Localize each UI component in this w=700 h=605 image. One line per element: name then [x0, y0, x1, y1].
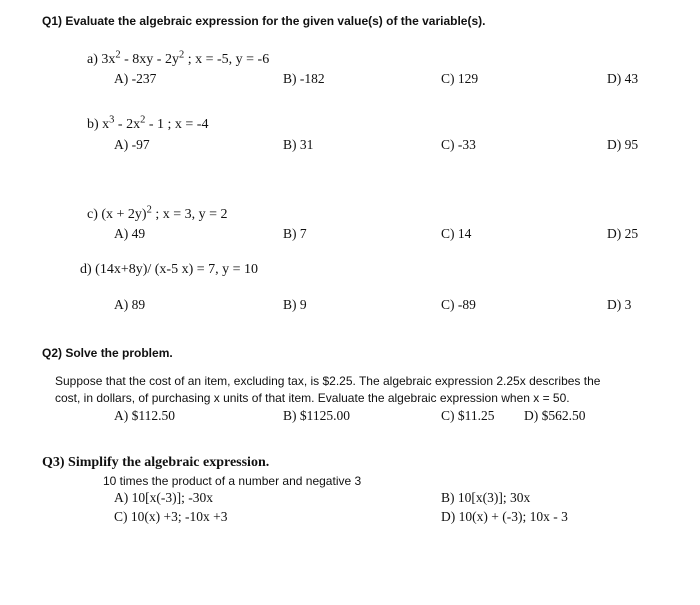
q1d-choice-b[interactable]: B) 9 — [283, 297, 307, 312]
q1c-choice-c[interactable]: C) 14 — [441, 226, 472, 241]
q1d-choice-c[interactable]: C) -89 — [441, 297, 476, 312]
q1b-exp1: 3 — [109, 114, 115, 126]
q1b-choice-b[interactable]: B) 31 — [283, 137, 314, 152]
q1b-prefix: b) x — [87, 117, 110, 132]
q1b-mid: - 2x — [114, 117, 141, 132]
q1b-choice-a[interactable]: A) -97 — [114, 137, 150, 152]
q1c-choice-b[interactable]: B) 7 — [283, 226, 307, 241]
q1a-choice-c[interactable]: C) 129 — [441, 71, 479, 86]
q3-heading: Q3) Simplify the algebraic expression. — [42, 455, 270, 470]
q1c-choice-a[interactable]: A) 49 — [114, 226, 146, 241]
q3-choice-b[interactable]: B) 10[x(3)]; 30x — [441, 490, 531, 505]
q3-choice-a[interactable]: A) 10[x(-3)]; -30x — [114, 490, 213, 505]
q1d-prompt: d) (14x+8y)/ (x-5 x) = 7, y = 10 — [80, 262, 259, 277]
q2-choice-d[interactable]: D) $562.50 — [524, 408, 586, 423]
q1a-mid: - 8xy - 2y — [120, 52, 179, 67]
q1c-exp1: 2 — [146, 204, 152, 216]
q1a-exp2: 2 — [178, 49, 185, 61]
q1c-prompt — [87, 204, 228, 223]
q1a-exp1: 2 — [115, 49, 121, 61]
q2-text-line1: Suppose that the cost of an item, excluding tax, is $2.25. The algebraic expression 2.25x describes the — [55, 374, 601, 388]
q2-choice-b[interactable]: B) $1125.00 — [283, 408, 350, 423]
q1d-choice-a[interactable]: A) 89 — [114, 297, 146, 312]
q1a-prefix: a) 3x — [87, 52, 116, 67]
q2-heading: Q2) Solve the problem. — [42, 346, 173, 360]
q1b-prompt — [87, 114, 209, 133]
q1c-choice-d[interactable]: D) 25 — [607, 226, 639, 241]
q1b-suffix: - 1 ; x = -4 — [145, 117, 209, 132]
q1a-choice-a[interactable]: A) -237 — [114, 71, 157, 86]
q1a-suffix: ; x = -5, y = -6 — [184, 52, 270, 67]
q1d-choice-d[interactable]: D) 3 — [607, 297, 632, 312]
q2-choice-a[interactable]: A) $112.50 — [114, 408, 175, 423]
q1a-prompt — [87, 49, 270, 68]
q1b-choice-c[interactable]: C) -33 — [441, 137, 476, 152]
q1a-choice-d[interactable]: D) 43 — [607, 71, 639, 86]
q2-text-line2: cost, in dollars, of purchasing x units of that item. Evaluate the algebraic expression when x = 50. — [55, 391, 570, 405]
q3-choice-c[interactable]: C) 10(x) +3; -10x +3 — [114, 509, 228, 524]
q1c-prefix: c) (x + 2y) — [87, 207, 147, 222]
q1b-choice-d[interactable]: D) 95 — [607, 137, 639, 152]
q1b-exp2: 2 — [140, 114, 146, 126]
q1-heading: Q1) Evaluate the algebraic expression for the given value(s) of the variable(s). — [42, 14, 486, 28]
q1a-choice-b[interactable]: B) -182 — [283, 71, 325, 86]
q3-choice-d[interactable]: D) 10(x) + (-3); 10x - 3 — [441, 509, 568, 524]
q2-choice-c[interactable]: C) $11.25 — [441, 408, 495, 423]
q1c-suffix: ; x = 3, y = 2 — [151, 207, 228, 222]
q3-prompt: 10 times the product of a number and negative 3 — [103, 474, 362, 488]
